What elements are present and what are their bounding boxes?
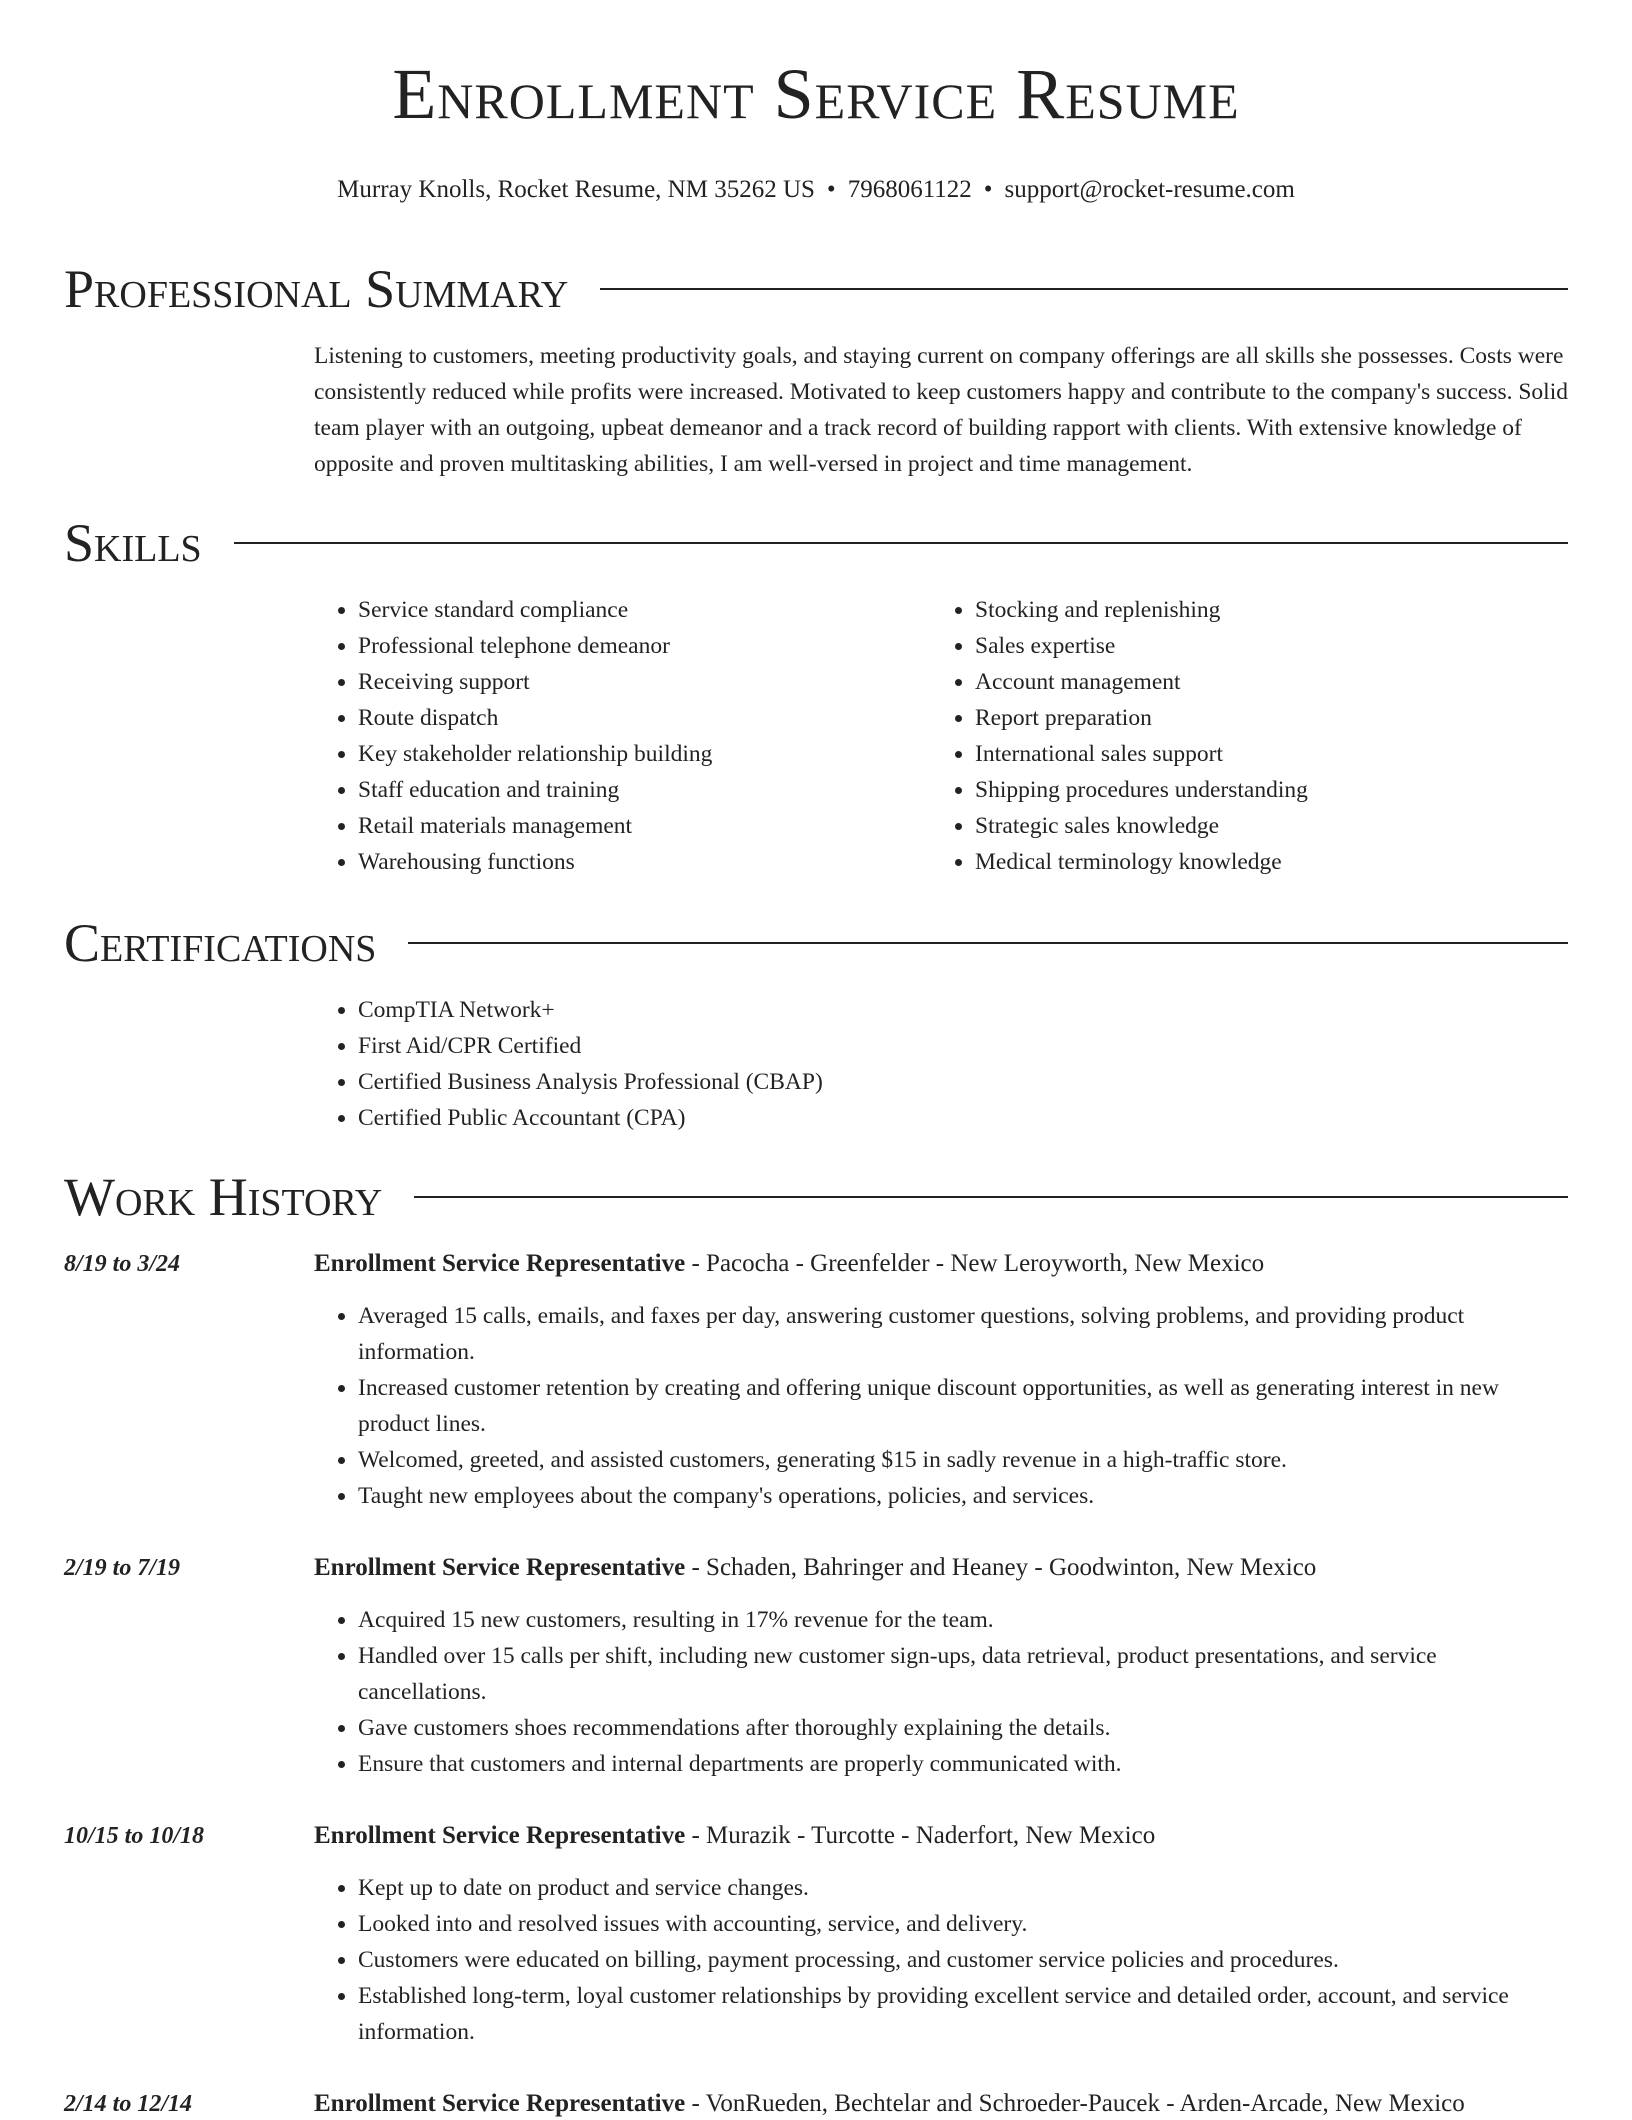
job-title: Enrollment Service Representative [314, 1822, 686, 1849]
work-heading [314, 2088, 1465, 2120]
list-item: • Shipping procedures understanding [975, 772, 1595, 808]
list-item: • Increased customer retention by creating and offering unique discount opportunities, as well as generating interest in new product lines. [358, 1370, 1568, 1442]
contact-phone: 7968061122 [847, 176, 972, 203]
resume-title: Enrollment Service Resume [392, 54, 1240, 134]
section-divider [234, 542, 1568, 544]
section-title: Professional Summary [64, 259, 569, 319]
list-item: • Key stakeholder relationship building [358, 736, 958, 772]
list-item: • Gave customers shoes recommendations after thoroughly explaining the details. [358, 1710, 1568, 1746]
section-title: Work History [64, 1167, 383, 1227]
list-item: • Kept up to date on product and service changes. [358, 1870, 1568, 1906]
list-item: • Ensure that customers and internal departments are properly communicated with. [358, 1746, 1568, 1782]
section-heading-summary [64, 259, 1568, 319]
list-item: • Professional telephone demeanor [358, 628, 958, 664]
work-heading [314, 1820, 1155, 1852]
work-dates: 2/19 to 7/19 [64, 1555, 181, 1581]
contact-separator: • [983, 176, 993, 203]
list-item: • Receiving support [358, 664, 958, 700]
contact-separator: • [826, 176, 836, 203]
work-dates: 8/19 to 3/24 [64, 1251, 181, 1277]
list-item: • Warehousing functions [358, 844, 958, 880]
list-item: • CompTIA Network+ [358, 992, 1258, 1028]
contact-address: Murray Knolls, Rocket Resume, NM 35262 US [337, 176, 815, 203]
list-item: • Established long-term, loyal customer relationships by providing excellent service and detailed order, account, and service information. [358, 1978, 1568, 2050]
contact-line [0, 176, 1632, 204]
work-dates: 2/14 to 12/14 [64, 2091, 193, 2117]
job-employer: - Pacocha - Greenfelder - New Leroyworth, New Mexico [685, 1250, 1265, 1277]
work-heading [314, 1552, 1316, 1584]
job-employer: - Murazik - Turcotte - Naderfort, New Mexico [685, 1822, 1156, 1849]
work-bullets [314, 1602, 1568, 1782]
list-item: • Handled over 15 calls per shift, including new customer sign-ups, data retrieval, product presentations, and service cancellations. [358, 1638, 1568, 1710]
job-employer: - Schaden, Bahringer and Heaney - Goodwinton, New Mexico [685, 1554, 1317, 1581]
list-item: • Stocking and replenishing [975, 592, 1595, 628]
list-item: • International sales support [975, 736, 1595, 772]
list-item: • Medical terminology knowledge [975, 844, 1595, 880]
job-title: Enrollment Service Representative [314, 1554, 686, 1581]
list-item: • Strategic sales knowledge [975, 808, 1595, 844]
list-item: • Account management [975, 664, 1595, 700]
list-item: • Acquired 15 new customers, resulting in 17% revenue for the team. [358, 1602, 1568, 1638]
work-dates: 10/15 to 10/18 [64, 1823, 205, 1849]
section-heading-skills [64, 513, 1568, 573]
list-item: • Service standard compliance [358, 592, 958, 628]
section-divider [600, 288, 1568, 290]
section-title: Skills [64, 513, 202, 573]
skills-list-right [931, 592, 1595, 880]
list-item: • Sales expertise [975, 628, 1595, 664]
list-item: • Averaged 15 calls, emails, and faxes per day, answering customer questions, solving problems, and providing product information. [358, 1298, 1568, 1370]
list-item: • Certified Public Accountant (CPA) [358, 1100, 1258, 1136]
section-heading-certifications [64, 913, 1568, 973]
list-item: • Welcomed, greeted, and assisted customers, generating $15 in sadly revenue in a high-traffic store. [358, 1442, 1568, 1478]
section-heading-work-history [64, 1167, 1568, 1227]
skills-list-left [314, 592, 958, 880]
section-title: Certifications [64, 913, 377, 973]
summary-text: Listening to customers, meeting productivity goals, and staying current on company offerings are all skills she possesses. Costs were consistently reduced while profits were increased. Motivated to keep customers happy and contribute to the company's success. Solid team player with an outgoing, upbeat demeanor and a track record of building rapport with clients. With extensive knowledge of opposite and proven multitasking abilities, I am well-versed in project and time management. [314, 343, 1568, 477]
work-bullets [314, 1298, 1568, 1514]
list-item: • First Aid/CPR Certified [358, 1028, 1258, 1064]
work-heading [314, 1248, 1264, 1280]
section-divider [414, 1196, 1568, 1198]
contact-email: support@rocket-resume.com [1004, 176, 1295, 203]
job-employer: - VonRueden, Bechtelar and Schroeder-Paucek - Arden-Arcade, New Mexico [685, 2090, 1465, 2117]
list-item: • Looked into and resolved issues with accounting, service, and delivery. [358, 1906, 1568, 1942]
section-divider [408, 942, 1568, 944]
certifications-list [314, 992, 1258, 1136]
list-item: • Report preparation [975, 700, 1595, 736]
list-item: • Staff education and training [358, 772, 958, 808]
list-item: • Taught new employees about the company's operations, policies, and services. [358, 1478, 1568, 1514]
list-item: • Route dispatch [358, 700, 958, 736]
work-bullets [314, 1870, 1568, 2050]
list-item: • Customers were educated on billing, payment processing, and customer service policies and procedures. [358, 1942, 1568, 1978]
list-item: • Retail materials management [358, 808, 958, 844]
job-title: Enrollment Service Representative [314, 2090, 686, 2117]
list-item: • Certified Business Analysis Professional (CBAP) [358, 1064, 1258, 1100]
job-title: Enrollment Service Representative [314, 1250, 686, 1277]
